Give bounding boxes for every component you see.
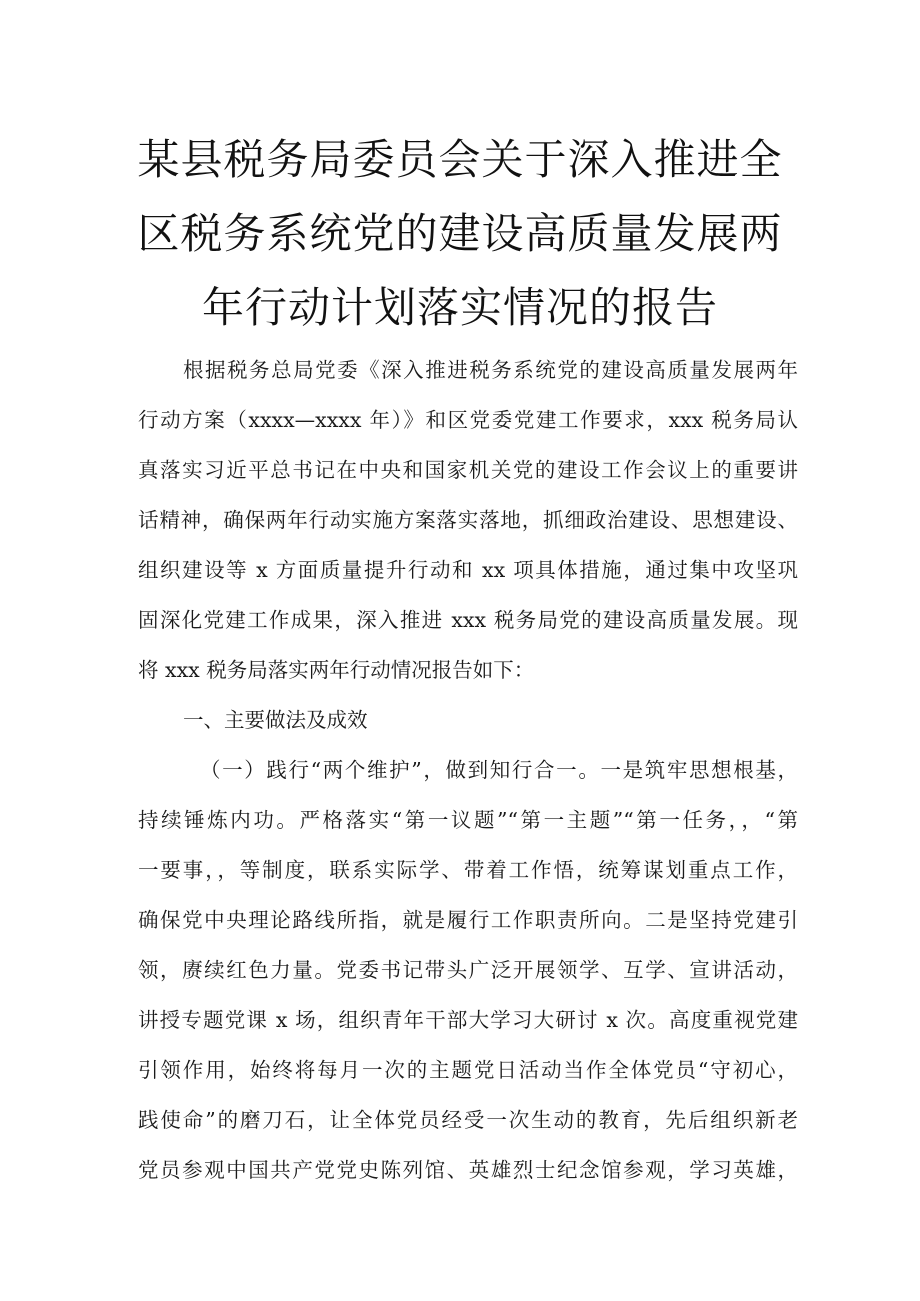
paragraph2-line-8: 践使命”的磨刀石，让全体党员经受一次生动的教育，先后组织新老 — [138, 1108, 798, 1132]
paragraph2-line-4: 确保党中央理论路线所指，就是履行工作职责所向。二是坚持党建引 — [138, 908, 798, 932]
paragraph1-line-1: 根据税务总局党委《深入推进税务系统党的建设高质量发展两年 — [183, 358, 798, 382]
paragraph1-line-4: 话精神，确保两年行动实施方案落实落地，抓细政治建设、思想建设、 — [138, 508, 798, 532]
paragraph2-line-7: 引领作用，始终将每月一次的主题党日活动当作全体党员“守初心， — [138, 1058, 798, 1082]
paragraph1-line-6: 固深化党建工作成果，深入推进 xxx 税务局党的建设高质量发展。现 — [138, 608, 798, 632]
paragraph2-line-3: 一要事，，等制度，联系实际学、带着工作悟，统筹谋划重点工作， — [138, 858, 798, 882]
paragraph2-line-5: 领，赓续红色力量。党委书记带头广泛开展领学、互学、宣讲活动， — [138, 958, 798, 982]
paragraph1-line-7: 将 xxx 税务局落实两年行动情况报告如下： — [138, 658, 535, 682]
document-title-line-2: 区税务系统党的建设高质量发展两 — [137, 209, 783, 258]
paragraph2-line-6: 讲授专题党课 x 场，组织青年干部大学习大研讨 x 次。高度重视党建 — [138, 1008, 798, 1032]
document-title-line-3: 年行动计划落实情况的报告 — [201, 283, 718, 332]
document-title-line-1: 某县税务局委员会关于深入推进全 — [137, 135, 783, 184]
paragraph2-line-9: 党员参观中国共产党党史陈列馆、英雄烈士纪念馆参观，学习英雄， — [138, 1158, 798, 1182]
paragraph1-line-5: 组织建设等 x 方面质量提升行动和 xx 项具体措施，通过集中攻坚巩 — [138, 558, 798, 582]
section-heading: 一、主要做法及成效 — [183, 708, 368, 732]
paragraph2-line-1: （一）践行“两个维护”，做到知行合一。一是筑牢思想根基， — [200, 758, 798, 782]
paragraph2-line-2: 持续锤炼内功。严格落实“第一议题”“第一主题”“第一任务，，“第 — [138, 808, 798, 832]
paragraph1-line-3: 真落实习近平总书记在中央和国家机关党的建设工作会议上的重要讲 — [138, 458, 798, 482]
paragraph1-line-2: 行动方案（xxxx—xxxx 年）》和区党委党建工作要求，xxx 税务局认 — [138, 408, 798, 432]
